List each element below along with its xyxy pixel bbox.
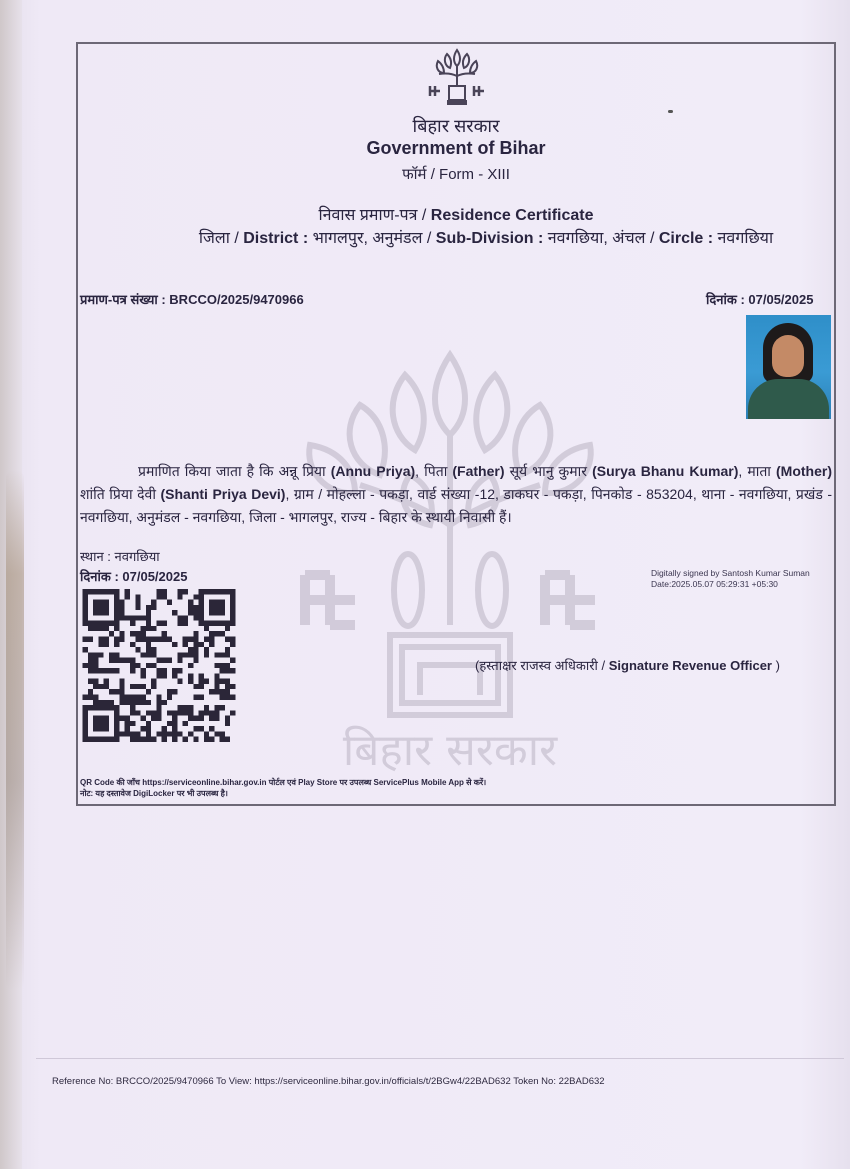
officer-hindi: (हस्ताक्षर राजस्व अधिकारी / bbox=[475, 658, 609, 673]
applicant-photo bbox=[746, 315, 831, 419]
body-text: शांति प्रिया देवी bbox=[80, 486, 161, 502]
officer-close: ) bbox=[772, 658, 780, 673]
footer-divider bbox=[36, 1058, 844, 1059]
watermark-text: बिहार सरकार bbox=[342, 725, 558, 775]
body-text: , ग्राम / मोहल्ला - पकड़ा, वार्ड संख्या -12, डाकघर - पकड़ा, पिनकोड - 853204, थाना - नवगछिया, प्रखंड - नवगछिया, अनुमंडल - नवगछिया, जिला - भागलपुर, राज्य - बिहार के स्थायी निवासी हैं। bbox=[80, 486, 833, 525]
govt-hindi-heading: बिहार सरकार bbox=[412, 116, 500, 136]
subdivision-label: Sub-Division : bbox=[435, 230, 544, 247]
district-label: District : bbox=[243, 230, 309, 247]
body-text: , माता bbox=[738, 463, 777, 479]
officer-english: Signature Revenue Officer bbox=[608, 658, 772, 673]
mother-name-en: (Shanti Priya Devi) bbox=[160, 486, 286, 502]
body-text: , पिता bbox=[415, 463, 453, 479]
jurisdiction-line bbox=[136, 226, 836, 248]
mother-label: (Mother) bbox=[776, 463, 833, 479]
certificate-title bbox=[76, 203, 836, 225]
digital-signature bbox=[651, 568, 810, 590]
bihar-emblem-icon bbox=[425, 46, 489, 106]
body-text: प्रमाणित किया जाता है कि अन्नू प्रिया bbox=[138, 463, 331, 479]
body-text: सूर्य भानु कुमार bbox=[504, 463, 593, 479]
district-value: भागलपुर, अनुमंडल / bbox=[308, 230, 436, 247]
applicant-name-en: (Annu Priya) bbox=[330, 463, 416, 479]
circle-value: नवगछिया bbox=[713, 230, 774, 247]
father-label: (Father) bbox=[452, 463, 505, 479]
qr-code bbox=[82, 589, 236, 742]
district-prefix: जिला / bbox=[198, 230, 244, 247]
verification-notes bbox=[80, 777, 486, 799]
subdivision-value: नवगछिया, अंचल / bbox=[543, 230, 659, 247]
bihar-emblem-watermark bbox=[290, 325, 610, 775]
digital-signature-by: Digitally signed by Santosh Kumar Suman bbox=[651, 568, 810, 578]
form-number: फॉर्म / Form - XIII bbox=[402, 166, 510, 183]
revenue-officer-signature bbox=[475, 656, 780, 674]
certificate-body bbox=[80, 460, 832, 529]
paper-stain bbox=[6, 470, 24, 990]
issue-date-top: दिनांक : 07/05/2025 bbox=[706, 292, 814, 307]
circle-label: Circle : bbox=[658, 230, 714, 247]
title-hindi: निवास प्रमाण-पत्र / bbox=[318, 207, 431, 224]
father-name-en: (Surya Bhanu Kumar) bbox=[592, 463, 739, 479]
qr-verification-note: QR Code की जाँच https://serviceonline.bihar.gov.in पोर्टल एवं Play Store पर उपलब्ध ServicePlus Mobile App से करें। bbox=[80, 778, 487, 787]
reference-footer: Reference No: BRCCO/2025/9470966 To View: https://serviceonline.bihar.gov.in/officials/t/2BGw4/22BAD632 Token No: 22BAD632 bbox=[52, 1076, 605, 1087]
govt-english-heading: Government of Bihar bbox=[366, 138, 546, 158]
title-english: Residence Certificate bbox=[430, 207, 594, 224]
issue-date-bottom: दिनांक : 07/05/2025 bbox=[80, 569, 188, 584]
digital-signature-date: Date:2025.05.07 05:29:31 +05:30 bbox=[651, 579, 778, 589]
place: स्थान : नवगछिया bbox=[80, 549, 160, 564]
digilocker-note: नोट: यह दस्तावेज DigiLocker पर भी उपलब्ध है। bbox=[80, 789, 228, 798]
certificate-number: प्रमाण-पत्र संख्या : BRCCO/2025/9470966 bbox=[80, 292, 304, 307]
